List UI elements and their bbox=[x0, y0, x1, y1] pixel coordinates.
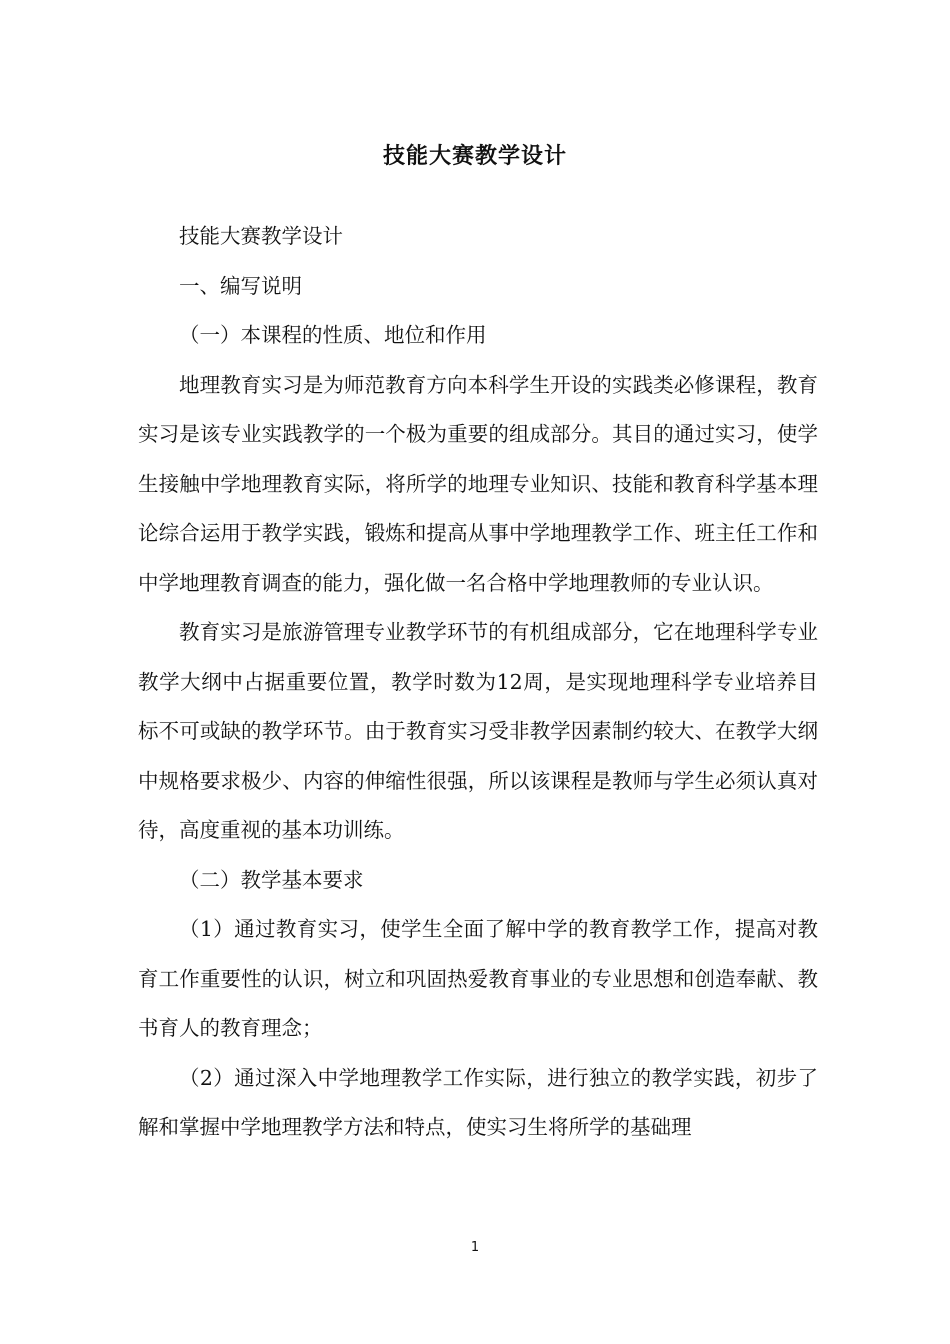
paragraph-requirement-1: （1）通过教育实习，使学生全面了解中学的教育教学工作，提高对教育工作重要性的认识，树立和巩固热爱教育事业的专业思想和创造奉献、教书育人的教育理念； bbox=[138, 917, 818, 1040]
paragraph-internship-role: 教育实习是旅游管理专业教学环节的有机组成部分，它在地理科学专业教学大纲中占据重要位置，教学时数为12周，是实现地理科学专业培养目标不可或缺的教学环节。由于教育实习受非教学因素制约较大、在教学大纲中规格要求极少、内容的伸缩性很强，所以该课程是教师与学生必须认真对待，高度重视的基本功训练。 bbox=[138, 620, 818, 842]
paragraph-section-heading: 一、编写说明 bbox=[179, 273, 302, 298]
page-number: 1 bbox=[470, 1240, 480, 1255]
paragraph-subtitle: 技能大赛教学设计 bbox=[179, 224, 343, 248]
paragraph-subsection-heading-2: （二）教学基本要求 bbox=[179, 867, 364, 892]
paragraph-subsection-heading-1: （一）本课程的性质、地位和作用 bbox=[179, 323, 487, 347]
paragraph-course-nature: 地理教育实习是为师范教育方向本科学生开设的实践类必修课程，教育实习是该专业实践教学的一个极为重要的组成部分。其目的通过实习，使学生接触中学地理教育实际，将所学的地理专业知识、技能和教育科学基本理论综合运用于教学实践，锻炼和提高从事中学地理教学工作、班主任工作和中学地理教育调查的能力，强化做一名合格中学地理教师的专业认识。 bbox=[138, 372, 818, 595]
document-body bbox=[138, 212, 818, 1153]
paragraph-requirement-2: （2）通过深入中学地理教学工作实际，进行独立的教学实践，初步了解和掌握中学地理教学方法和特点，使实习生将所学的基础理 bbox=[138, 1065, 818, 1139]
document-title: 技能大赛教学设计 bbox=[382, 144, 567, 169]
